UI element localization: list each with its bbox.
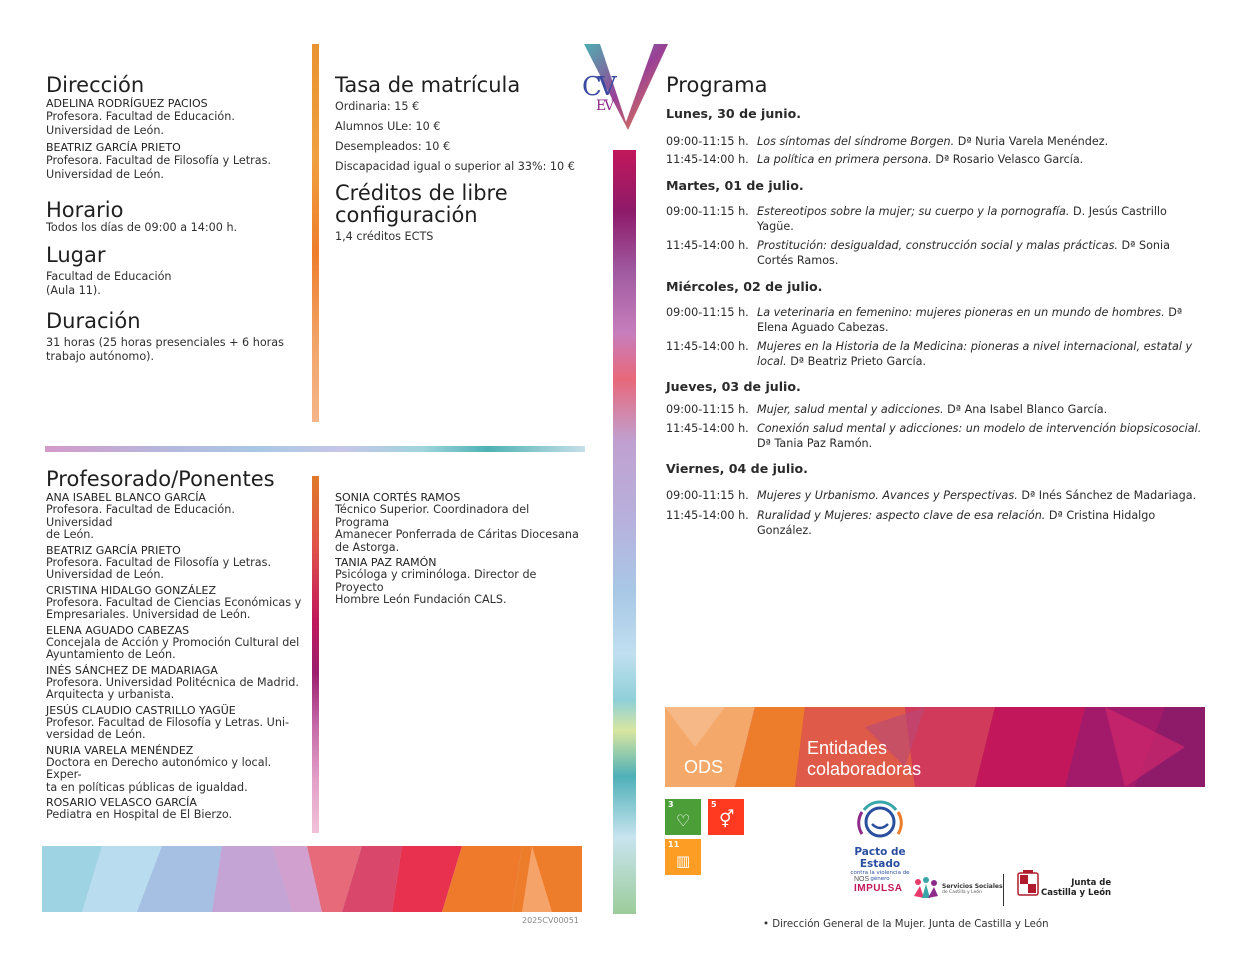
ods-5-icon: 5 ⚥ (708, 799, 744, 835)
creditos-title: Créditos de libre (335, 181, 508, 205)
direccion-section (46, 74, 306, 182)
speaker-description: Empresariales. Universidad de León. (46, 608, 251, 621)
tasa-item: Desempleados: 10 € (335, 140, 451, 153)
session-time: 11:45-14:00 h. (666, 509, 749, 522)
pacto-smile-icon (856, 800, 904, 844)
impulsa-text: IMPULSA (854, 883, 903, 894)
session-title: Prostitución: desigualdad, construcción social y malas prácticas. (757, 239, 1118, 252)
speaker-name: BEATRIZ GARCÍA PRIETO (46, 543, 181, 557)
session-title: Mujeres y Urbanismo. Avances y Perspectivas. (757, 489, 1018, 502)
duracion-line: trabajo autónomo). (46, 350, 155, 363)
speaker-name: CRISTINA HIDALGO GONZÁLEZ (46, 583, 216, 597)
session-row (666, 134, 1206, 149)
speaker-description: Ayuntamiento de León. (46, 648, 176, 661)
nos-text: NOS (854, 876, 870, 883)
speaker-description: Amanecer Ponferrada de Cáritas Diocesana (335, 528, 579, 541)
director-role: Profesora. Facultad de Filosofía y Letras. (46, 154, 271, 167)
tasa-section (335, 74, 585, 174)
speaker-description: Profesora. Facultad de Educación. Universidad (46, 503, 235, 529)
session-row (666, 508, 1206, 538)
tasa-item: Alumnos ULe: 10 € (335, 120, 441, 133)
speaker-description: versidad de León. (46, 728, 146, 741)
speaker-description: Técnico Superior. Coordinadora del Programa (335, 503, 530, 529)
session-time: 11:45-14:00 h. (666, 422, 749, 435)
decorative-strip (312, 44, 319, 422)
decorative-strip (613, 150, 636, 914)
speaker-description: Profesora. Universidad Politécnica de Madrid. (46, 675, 299, 689)
session-row (666, 488, 1206, 503)
pacto-estado-logo (840, 800, 920, 882)
speaker-entry (46, 744, 304, 795)
tasa-item: Discapacidad igual o superior al 33%: 10 € (335, 160, 575, 173)
lugar-line: Facultad de Educación (46, 270, 172, 283)
duracion-section (46, 310, 306, 364)
session-time: 09:00-11:15 h. (666, 403, 749, 416)
session-speaker: Dª Sonia Cortés Ramos. (757, 239, 1170, 267)
session-time: 11:45-14:00 h. (666, 153, 749, 166)
horario-section (46, 199, 306, 235)
profesorado-list (46, 491, 304, 822)
decorative-strip (45, 446, 585, 452)
speaker-description: Arquitecta y urbanista. (46, 688, 175, 701)
session-row (666, 238, 1206, 268)
colaborador-text: Dirección General de la Mujer. Junta de Castilla y León (772, 919, 1049, 930)
director-affiliation: Universidad de León. (46, 168, 164, 181)
speaker-name: ROSARIO VELASCO GARCÍA (46, 796, 197, 809)
session-title: Mujeres en la Historia de la Medicina: pioneras a nivel internacional, estatal y local. (757, 340, 1193, 368)
profesorado-title: Profesorado/Ponentes (46, 467, 275, 491)
speaker-name: ELENA AGUADO CABEZAS (46, 623, 190, 637)
programa-day: Lunes, 30 de junio. (666, 106, 802, 121)
session-row (666, 421, 1206, 451)
creditos-text: 1,4 créditos ECTS (335, 230, 434, 243)
logo-divider (1003, 874, 1004, 906)
session-title: Los síntomas del síndrome Borgen. (757, 135, 955, 148)
director-name: ADELINA RODRÍGUEZ PACIOS (46, 97, 208, 110)
session-speaker: D. Jesús Castrillo Yagüe. (757, 205, 1167, 233)
creditos-title: configuración (335, 203, 478, 227)
speaker-description: Hombre León Fundación CALS. (335, 593, 507, 606)
director-role: Profesora. Facultad de Educación. (46, 110, 235, 123)
session-row (666, 152, 1206, 167)
session-time: 09:00-11:15 h. (666, 135, 749, 148)
session-speaker: Dª Inés Sánchez de Madariaga. (1021, 489, 1197, 502)
session-title: Estereotipos sobre la mujer; su cuerpo y la pornografía. (757, 205, 1070, 218)
session-speaker: Dª Elena Aguado Cabezas. (757, 306, 1183, 334)
speaker-entry (46, 664, 304, 702)
bullet-icon: • (763, 919, 773, 930)
speaker-description: Universidad de León. (46, 568, 164, 581)
speaker-name: ANA ISABEL BLANCO GARCÍA (46, 491, 206, 504)
servicios-title: Servicios Sociales (942, 883, 1003, 890)
session-time: 11:45-14:00 h. (666, 340, 749, 353)
logo-letters: EV (596, 98, 613, 114)
session-row (666, 402, 1206, 417)
profesorado-section (46, 468, 304, 822)
logo-letters: CV (582, 72, 613, 102)
coat-of-arms-icon (1017, 870, 1039, 898)
creditos-section (335, 182, 585, 244)
tasa-title: Tasa de matrícula (335, 73, 521, 97)
director-name: BEATRIZ GARCÍA PRIETO (46, 141, 181, 154)
duracion-line: 31 horas (25 horas presenciales + 6 horas (46, 336, 284, 349)
speaker-description: de León. (46, 528, 94, 541)
speaker-description: Doctora en Derecho autonómico y local. Exper- (46, 755, 272, 781)
session-row (666, 204, 1206, 234)
course-logo (582, 42, 672, 132)
colaborador-item (763, 919, 1049, 930)
speaker-description: ta en políticas públicas de igualdad. (46, 780, 248, 794)
session-speaker: Dª Beatriz Prieto García. (790, 355, 927, 368)
session-title: Ruralidad y Mujeres: aspecto clave de esa relación. (757, 509, 1046, 522)
entidades-banner (665, 707, 1205, 787)
decorative-banner (42, 846, 582, 912)
session-time: 09:00-11:15 h. (666, 306, 749, 319)
speaker-name: TANIA PAZ RAMÓN (335, 556, 437, 569)
lugar-section (46, 244, 306, 298)
session-time: 09:00-11:15 h. (666, 205, 749, 218)
junta-line: Junta de (1071, 878, 1112, 888)
speaker-description: Psicóloga y criminóloga. Director de Proyecto (335, 568, 537, 594)
entidades-label (807, 738, 921, 780)
speaker-entry (46, 704, 304, 742)
speaker-entry (46, 491, 304, 542)
session-row (666, 339, 1206, 369)
session-speaker: Dª Ana Isabel Blanco García. (947, 403, 1108, 416)
session-speaker: Dª Rosario Velasco García. (935, 153, 1084, 166)
nos-impulsa-logo (854, 876, 903, 894)
profesorado-section-2 (335, 491, 585, 607)
entidades-line: colaboradoras (807, 759, 922, 779)
footer-code: 2025CV00051 (522, 916, 579, 925)
speaker-description: de Astorga. (335, 540, 400, 554)
pacto-title: Pacto de Estado (854, 846, 906, 870)
session-time: 09:00-11:15 h. (666, 489, 749, 502)
speaker-entry (46, 584, 304, 622)
programa-day: Miércoles, 02 de julio. (666, 279, 823, 294)
speaker-entry (335, 491, 585, 554)
junta-line: Castilla y León (1041, 888, 1112, 898)
session-title: La veterinaria en femenino: mujeres pioneras en un mundo de hombres. (757, 306, 1165, 319)
servicios-subtitle: de Castilla y León (942, 890, 982, 895)
speaker-name: NURIA VARELA MENÉNDEZ (46, 743, 194, 757)
speaker-description: Profesor. Facultad de Filosofía y Letras. Uni- (46, 715, 290, 729)
tasa-item: Ordinaria: 15 € (335, 100, 420, 113)
programa-day: Viernes, 04 de julio. (666, 461, 808, 476)
people-icon (912, 876, 940, 902)
horario-text: Todos los días de 09:00 a 14:00 h. (46, 221, 238, 234)
session-speaker: Dª Cristina Hidalgo González. (757, 509, 1156, 537)
session-speaker: Dª Nuria Varela Menéndez. (957, 135, 1109, 148)
speaker-entry (46, 624, 304, 662)
duracion-title: Duración (46, 309, 141, 333)
ods-3-icon: 3 ♡ (665, 799, 701, 835)
speaker-name: JESÚS CLAUDIO CASTRILLO YAGÜE (46, 703, 236, 717)
speaker-entry (46, 544, 304, 582)
speaker-name: SONIA CORTÉS RAMOS (335, 491, 461, 504)
speaker-description: Pediatra en Hospital de El Bierzo. (46, 808, 233, 821)
session-title: Conexión salud mental y adicciones: un modelo de intervención biopsicosocial. (757, 422, 1202, 435)
director-affiliation: Universidad de León. (46, 124, 164, 137)
session-row (666, 305, 1206, 335)
servicios-sociales-logo (912, 876, 1003, 902)
session-time: 11:45-14:00 h. (666, 239, 749, 252)
session-title: La política en primera persona. (757, 153, 932, 166)
programa-day: Jueves, 03 de julio. (666, 379, 801, 394)
decorative-strip (312, 476, 319, 833)
ods-11-icon: 11 ▥ (665, 839, 701, 875)
direccion-title: Dirección (46, 73, 145, 97)
session-speaker: Dª Tania Paz Ramón. (757, 437, 873, 450)
pacto-subtitle: contra la violencia de género (850, 870, 910, 882)
horario-title: Horario (46, 198, 124, 222)
session-title: Mujer, salud mental y adicciones. (757, 403, 944, 416)
speaker-entry (46, 796, 304, 822)
speaker-description: Profesora. Facultad de Ciencias Económicas y (46, 595, 302, 609)
programa-day: Martes, 01 de julio. (666, 178, 804, 193)
programa-title: Programa (666, 73, 768, 97)
speaker-entry (335, 556, 585, 607)
entidades-line: Entidades (807, 738, 888, 758)
speaker-description: Profesora. Facultad de Filosofía y Letras. (46, 555, 271, 569)
speaker-description: Concejala de Acción y Promoción Cultural del (46, 635, 300, 649)
ods-label: ODS (684, 757, 724, 777)
profesorado-list (335, 491, 585, 607)
junta-logo (1017, 870, 1111, 898)
speaker-name: INÉS SÁNCHEZ DE MADARIAGA (46, 663, 218, 677)
lugar-line: (Aula 11). (46, 284, 101, 297)
lugar-title: Lugar (46, 243, 106, 267)
